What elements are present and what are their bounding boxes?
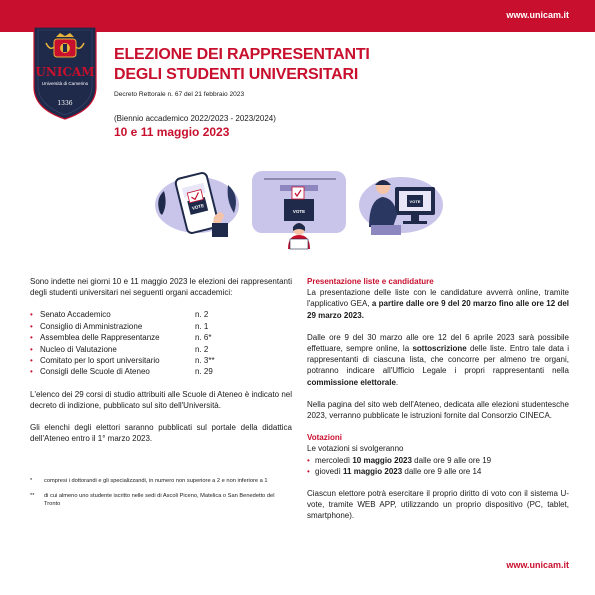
computer-vote-illustration [355,165,445,237]
section-title-votazioni: Votazioni [307,433,342,443]
ballot-box-illustration [250,163,348,251]
vote-label-3: VOTE [409,199,421,204]
decree-reference: Decreto Rettorale n. 67 del 21 febbraio 2023 [114,91,245,98]
intro-paragraph: Sono indette nei giorni 10 e 11 maggio 2023 le elezioni dei rappresentanti degli studenti universitari nei seguenti organi accademici: [30,277,292,298]
footnote: ** di cui almeno uno studente iscritto nelle sedi di Ascoli Piceno, Matelica o San Benedetto del Tronto [30,492,275,508]
votazioni-intro: Le votazioni si svolgeranno [307,444,404,454]
title-line-2: DEGLI STUDENTI UNIVERSITARI [114,66,359,83]
bullet-icon: • [30,310,33,320]
logo-year: 1336 [57,100,73,107]
candidature-paragraph: La presentazione delle liste con le candidature avverrà online, tramite l'applicativo GEA, a partire dalle ore 9 del 20 marzo fino alle ore 12 del 29 marzo 2023. [307,288,570,320]
bullet-icon: • [30,321,33,331]
vote-label-2: VOTE [292,209,306,214]
list-item: • Nucleo di Valutazione n. 2 [30,344,209,354]
list-item: • mercoledì 10 maggio 2023 dalle ore 9 alle ore 19 [307,455,492,465]
list-item: • Assemblea delle Rappresentanze n. 6* [30,333,212,343]
bullet-icon: • [307,455,310,465]
logo-subtitle: Università di Camerino [41,81,89,86]
left-column [30,276,292,445]
electors-paragraph: Gli elenchi degli elettori saranno pubblicati sul portale della didattica dell'Ateneo entro il 1° marzo 2023. [30,423,292,444]
list-item: • Comitato per lo sport universitario n. 3** [30,356,215,366]
list-item: • Consiglio di Amministrazione n. 1 [30,321,209,331]
section-title-candidature: Presentazione liste e candidature [307,277,434,286]
page-title [114,45,414,85]
title-line-1: ELEZIONE DEI RAPPRESENTANTI [114,46,370,63]
bullet-icon: • [30,367,33,377]
uvote-paragraph: Ciascun elettore potrà esercitare il proprio diritto di voto con il sistema U-vote, tramite WEB APP, utilizzando un proprio dispositivo (PC, tablet, smartphone). [307,489,569,521]
list-item: • giovedì 11 maggio 2023 dalle ore 9 alle ore 14 [307,466,482,476]
right-column [307,276,569,522]
list-item: • Senato Accademico n. 2 [30,310,209,320]
unicam-logo [30,25,100,121]
bullet-icon: • [307,466,310,476]
logo-name: UNICAM [35,65,95,79]
smartphone-vote-illustration [150,165,244,237]
biennio-label: (Biennio accademico 2022/2023 - 2023/2024) [114,114,276,123]
instructions-paragraph: Nella pagina del sito web dell'Ateneo, dedicata alle elezioni studentesche 2023, verranno pubblicate le istruzioni fornite dal Consorzio CINECA. [307,399,569,421]
footnotes [30,477,292,515]
bullet-icon: • [30,333,33,343]
list-item: • Consigli delle Scuole di Ateneo n. 29 [30,367,213,377]
voting-days-list [307,455,569,477]
courses-paragraph: L'elenco dei 29 corsi di studio attribuiti alle Scuole di Ateneo è indicato nel decreto di indizione, pubblicato sul sito dell'Università. [30,389,292,411]
header-url-link[interactable]: www.unicam.it [506,10,569,20]
election-dates: 10 e 11 maggio 2023 [114,125,230,139]
footer-url-link[interactable]: www.unicam.it [506,560,569,570]
organs-list [30,309,292,377]
vote-label-1: VOTE [191,202,205,211]
bullet-icon: • [30,344,33,354]
footnote: * compresi i dottorandi e gli specializzandi, in numero non superiore a 2 e non inferiore a 1 [30,478,268,484]
bullet-icon: • [30,356,33,366]
subscription-paragraph: Dalle ore 9 del 30 marzo alle ore 12 del 6 aprile 2023 sarà possibile effettuare, sempre online, la sottoscrizione delle liste. Entro tale data i rappresentanti di ciascuna lista, che concorre per almeno tre organi, potranno indicare all'Ufficio Legale i propri rappresentanti nella commissione elettorale. [307,332,569,387]
